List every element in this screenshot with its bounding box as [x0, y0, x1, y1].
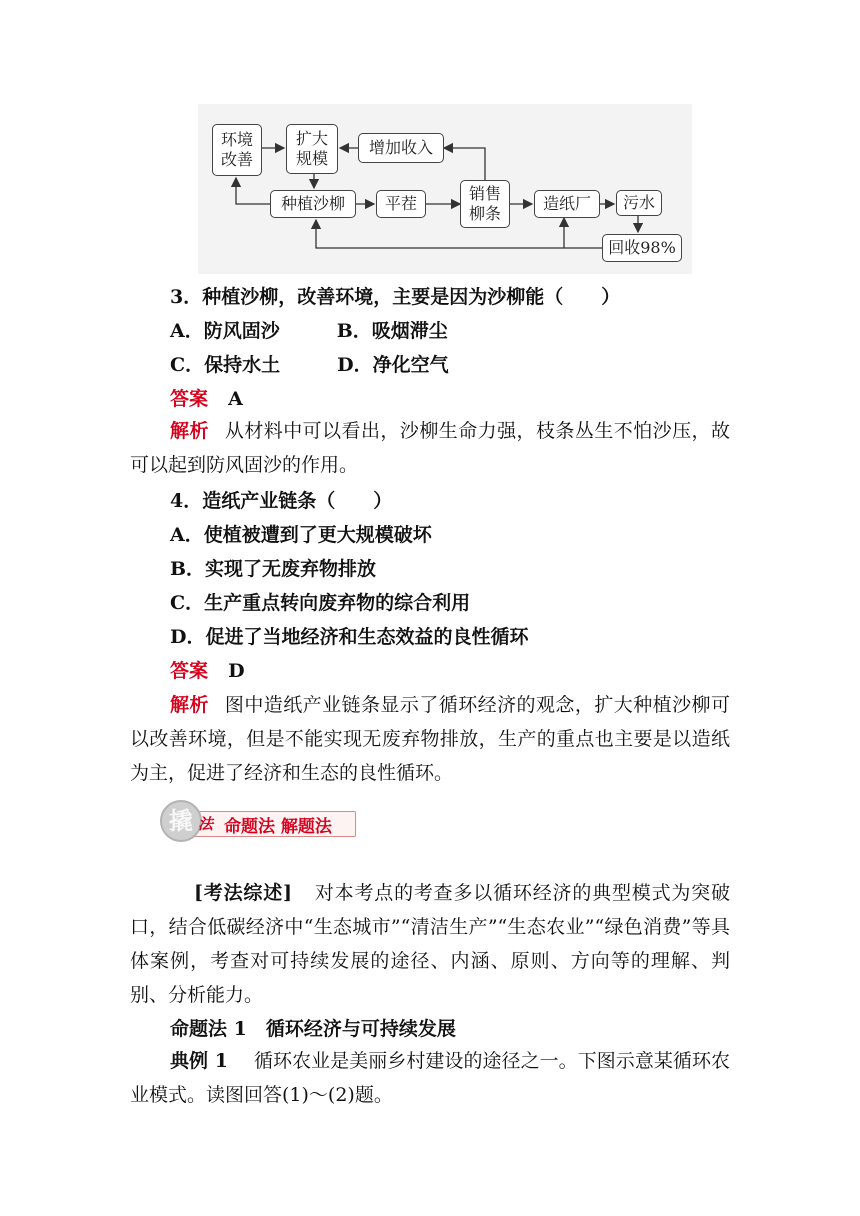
q4-analysis-label: 解析: [170, 694, 209, 716]
q3-stem: 3．种植沙柳，改善环境，主要是因为沙柳能（ ）: [170, 286, 621, 308]
node-expand: 扩大 规模: [286, 124, 338, 174]
node-sewage: 污水: [616, 190, 662, 216]
banner-small-char: 法: [198, 815, 214, 833]
q4-stem: 4．造纸产业链条（ ）: [170, 490, 393, 512]
q3-options-row2: C．保持水土 D．净化空气: [170, 354, 449, 376]
review-label: [考法综述]: [194, 882, 293, 904]
example-label: 典例 1: [170, 1050, 228, 1072]
q4-option-c: C．生产重点转向废弃物的综合利用: [170, 592, 471, 614]
q4-analysis: [130, 688, 730, 790]
node-cut: 平茬: [376, 190, 426, 218]
q4-answer-value: D: [228, 660, 245, 682]
node-paper: 造纸厂: [534, 190, 600, 218]
flow-diagram: [198, 104, 692, 274]
section-banner: [160, 800, 356, 844]
q3-analysis-text: 从材料中可以看出，沙柳生命力强，枝条丛生不怕沙压，故可以起到防风固沙的作用。: [130, 420, 730, 476]
q4-answer-label: 答案: [170, 660, 209, 682]
q3-analysis: [130, 414, 730, 482]
node-income: 增加收入: [358, 133, 444, 163]
q4-analysis-text: 图中造纸产业链条显示了循环经济的观念，扩大种植沙柳可以改善环境，但是不能实现无废弃物排放，生产的重点也主要是以造纸为主，促进了经济和生态的良性循环。: [130, 694, 730, 784]
method1-heading: 命题法 1 循环经济与可持续发展: [170, 1018, 456, 1040]
q3-options-row1: A．防风固沙 B．吸烟滞尘: [170, 320, 448, 342]
q4-option-d: D．促进了当地经济和生态效益的良性循环: [170, 626, 529, 648]
banner-title: 命题法 解题法: [224, 817, 332, 837]
q3-analysis-label: 解析: [170, 420, 209, 442]
review-paragraph: [130, 876, 730, 1012]
q4-answer-row: [170, 658, 860, 684]
q4-option-b: B．实现了无废弃物排放: [170, 558, 377, 580]
review-text: 对本考点的考查多以循环经济的典型模式为突破口，结合低碳经济中“生态城市”“清洁生产”“生态农业”“绿色消费”等具体案例，考查对可持续发展的途径、内涵、原则、方向等的理解、判别、分析能力。: [130, 882, 730, 1006]
node-recycle: 回收98%: [602, 234, 682, 262]
q3-answer-value: A: [228, 388, 243, 410]
node-env: 环境 改善: [212, 124, 262, 176]
node-plant: 种植沙柳: [270, 190, 356, 218]
banner-seal-icon: 撬: [160, 800, 202, 842]
q4-option-a: A．使植被遭到了更大规模破坏: [170, 524, 432, 546]
q3-answer-row: [170, 386, 860, 412]
q3-answer-label: 答案: [170, 388, 209, 410]
node-sell: 销售 柳条: [460, 180, 510, 228]
example-text: 循环农业是美丽乡村建设的途径之一。下图示意某循环农业模式。读图回答(1)～(2)题。: [130, 1050, 730, 1106]
method1-example: [130, 1044, 730, 1112]
